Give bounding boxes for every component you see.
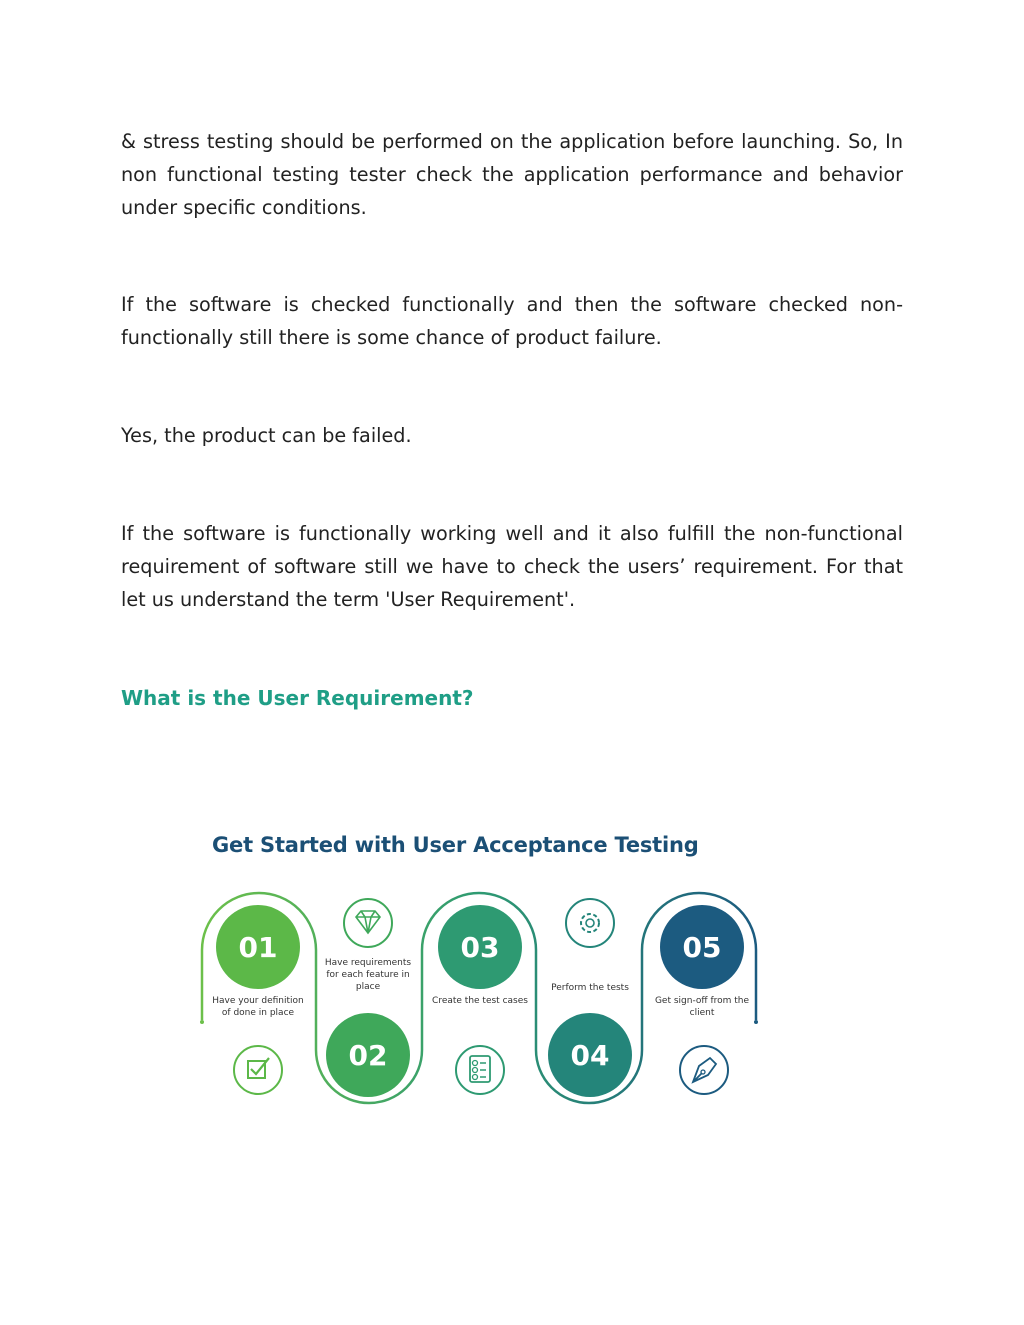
step-01-caption: Have your definition of done in place [212,996,304,1018]
step-05-caption: Get sign-off from the client [654,996,750,1018]
section-heading: What is the User Requirement? [121,686,474,710]
infographic-title: Get Started with User Acceptance Testing [212,833,699,857]
step-01-badge: 01 [216,905,300,989]
gear-icon [566,899,614,947]
paragraph-product-failure: If the software is checked functionally and then the software checked non-functionally still there is some chance of product failure. [121,293,903,349]
uat-infographic [190,825,770,1125]
pen-nib-icon [680,1046,728,1094]
step-02-badge: 02 [326,1013,410,1097]
checkbox-icon [234,1046,282,1094]
paragraph-user-requirement: If the software is functionally working well and it also fulfill the non-functional requirement of software still we have to check the users’ requirement. For that let us understand the term 'User Requirement'. [121,522,903,611]
checklist-icon [456,1046,504,1094]
step-03-badge: 03 [438,905,522,989]
step-03-caption: Create the test cases [432,996,528,1006]
diamond-icon [344,899,392,947]
step-02-caption: Have requirements for each feature in place [324,958,412,992]
step-04-badge: 04 [548,1013,632,1097]
step-05-badge: 05 [660,905,744,989]
paragraph-yes-failed: Yes, the product can be failed. [121,424,412,447]
paragraph-stress-testing: & stress testing should be performed on the application before launching. So, In non functional testing tester check the application performance and behavior under specific conditions. [121,130,903,219]
step-04-caption: Perform the tests [551,983,629,993]
